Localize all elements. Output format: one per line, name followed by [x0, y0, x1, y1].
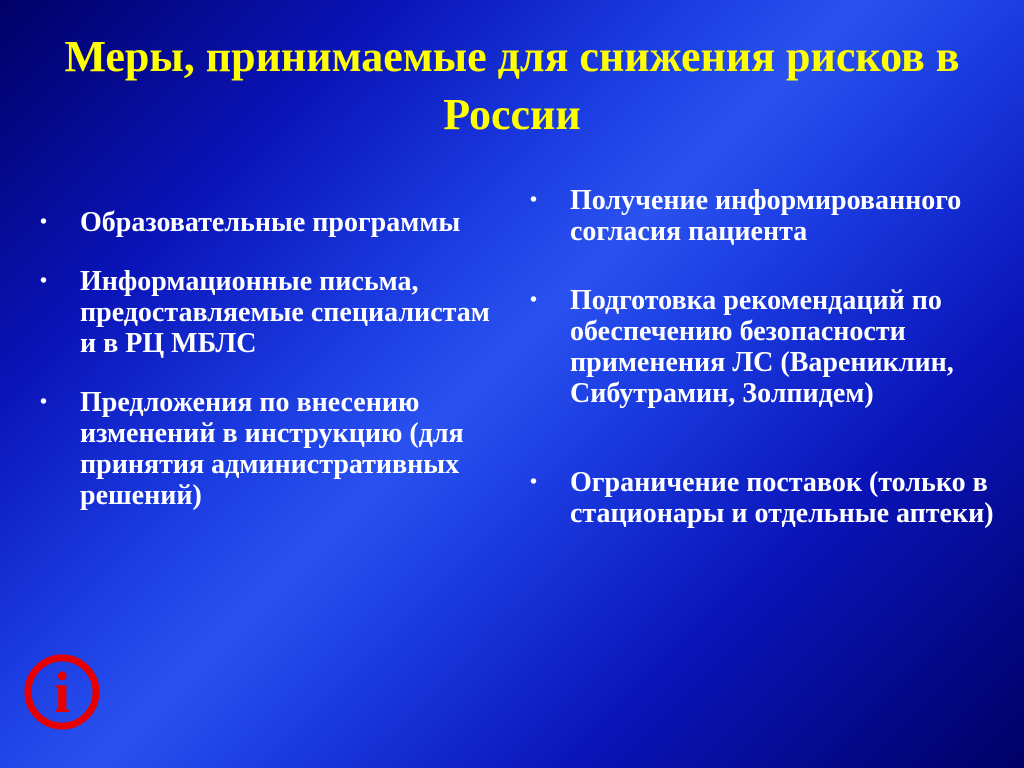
slide-title: Меры, принимаемые для снижения рисков в России [64, 32, 960, 139]
bullet-item-education [40, 207, 510, 238]
bullet-text: Образовательные программы [80, 207, 461, 238]
bullet-dot-icon: • [40, 270, 48, 292]
bullet-text: Получение информированного согласия пациента [570, 185, 962, 247]
bullet-item-safety-recommendations [530, 285, 1000, 409]
bullet-text: Подготовка рекомендаций по обеспечению безопасности применения ЛС (Варениклин, Сибутрамин, Золпидем) [570, 285, 954, 409]
left-bullet-list [40, 207, 510, 539]
info-icon[interactable] [22, 652, 102, 732]
bullet-item-info-letters [40, 266, 510, 359]
bullet-dot-icon: • [530, 189, 538, 211]
bullet-text: Ограничение поставок (только в стационары и отдельные аптеки) [570, 467, 994, 529]
info-icon-letter: i [53, 660, 71, 725]
bullet-dot-icon: • [40, 391, 48, 413]
bullet-item-instruction-changes [40, 387, 510, 511]
bullet-text: Предложения по внесению изменений в инструкцию (для принятия административных решений) [80, 387, 464, 511]
bullet-item-informed-consent [530, 185, 1000, 247]
bullet-text: Информационные письма, предоставляемые специалистам и в РЦ МБЛС [80, 266, 490, 359]
bullet-item-supply-restriction [530, 467, 1000, 529]
bullet-dot-icon: • [530, 471, 538, 493]
bullet-dot-icon: • [530, 289, 538, 311]
right-bullet-list [530, 185, 1000, 529]
bullet-dot-icon: • [40, 211, 48, 233]
